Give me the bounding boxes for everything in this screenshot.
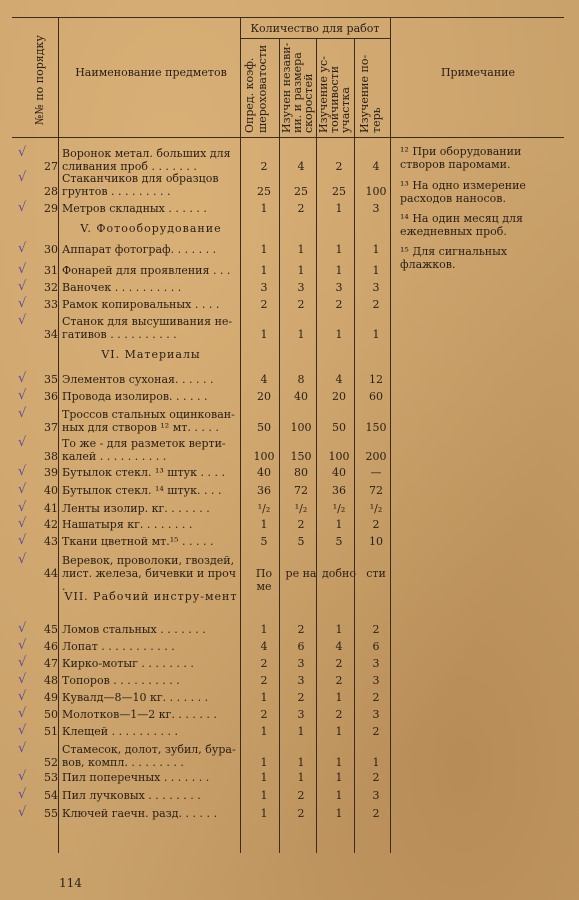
quantity-cell: 50 <box>257 421 271 434</box>
row-number: 41 <box>44 502 58 515</box>
item-name: Ключей гаечн. разд. . . . . . <box>62 807 217 820</box>
quantity-cell: 3 <box>297 281 305 294</box>
quantity-cell: 3 <box>372 789 380 802</box>
row-number: 55 <box>44 807 58 820</box>
quantity-cell: 2 <box>297 518 305 531</box>
item-name: Ваночек . . . . . . . . . . <box>62 281 182 294</box>
quantity-cell: 2 <box>372 623 380 636</box>
quantity-cell: 6 <box>297 640 305 653</box>
quantity-cell: 20 <box>257 390 271 403</box>
quantity-cell: 3 <box>372 202 380 215</box>
row-number: 50 <box>44 708 58 721</box>
quantity-cell: 1 <box>297 725 305 738</box>
quantity-cell: 1 <box>335 691 343 704</box>
quantity-cell: 1 <box>335 807 343 820</box>
item-name: Лопат . . . . . . . . . . . <box>62 640 175 653</box>
item-name: Нашатыря кг. . . . . . . . <box>62 518 193 531</box>
row-number: 39 <box>44 466 58 479</box>
quantity-cell: 3 <box>297 674 305 687</box>
quantity-cell: 1 <box>335 623 343 636</box>
item-name: Троссов стальных оцинкован- ных для створов ¹² мт. . . . . <box>62 408 235 434</box>
item-name: Рамок копировальных . . . . <box>62 298 220 311</box>
quantity-cell: 1 <box>372 264 380 277</box>
item-name: Кувалд—8—10 кг. . . . . . . <box>62 691 209 704</box>
quantity-cell: 2 <box>260 674 268 687</box>
quantity-cell: 10 <box>369 535 383 548</box>
check-mark-icon: √ <box>18 279 27 294</box>
item-name: Аппарат фотограф. . . . . . . <box>62 243 217 256</box>
quantity-cell: 2 <box>297 202 305 215</box>
item-name: Топоров . . . . . . . . . . <box>62 674 180 687</box>
quantity-cell: 2 <box>335 674 343 687</box>
quantity-cell: 2 <box>372 691 380 704</box>
quantity-cell: 1 <box>260 264 268 277</box>
check-mark-icon: √ <box>18 741 27 756</box>
quantity-cell: 1 <box>335 243 343 256</box>
quantity-cell: 2 <box>372 807 380 820</box>
quantity-cell: 2 <box>297 623 305 636</box>
quantity-cell: 1 <box>335 518 343 531</box>
check-mark-icon: √ <box>18 533 27 548</box>
check-mark-icon: √ <box>18 787 27 802</box>
check-mark-icon: √ <box>18 769 27 784</box>
quantity-cell: 2 <box>372 518 380 531</box>
row-number: 33 <box>44 298 58 311</box>
table-top-border <box>12 17 564 18</box>
header-col-name: Наименование предметов <box>75 66 227 79</box>
item-name: Молотков—1—2 кг. . . . . . . <box>62 708 217 721</box>
row-number: 30 <box>44 243 58 256</box>
row-number: 28 <box>44 185 58 198</box>
quantity-cell: 40 <box>257 466 271 479</box>
quantity-cell: 1 <box>335 202 343 215</box>
quantity-cell: 36 <box>332 484 346 497</box>
section-heading: VI. Материалы <box>101 348 201 361</box>
quantity-cell: 4 <box>260 373 268 386</box>
quantity-cell: 2 <box>335 657 343 670</box>
quantity-cell: 1 <box>335 725 343 738</box>
quantity-cell: 3 <box>335 281 343 294</box>
header-bottom-border <box>12 137 564 138</box>
row-number: 35 <box>44 373 58 386</box>
header-col-no: №№ по порядку <box>33 35 46 125</box>
row-number: 54 <box>44 789 58 802</box>
check-mark-icon: √ <box>18 313 27 328</box>
section-heading: V. Фотооборудование <box>80 222 222 235</box>
row-number: 43 <box>44 535 58 548</box>
quantity-cell: 1 <box>335 756 343 769</box>
check-mark-icon: √ <box>18 500 27 515</box>
quantity-cell: 3 <box>372 708 380 721</box>
quantity-cell: 3 <box>372 657 380 670</box>
quantity-cell: 100 <box>290 421 312 434</box>
quantity-cell: 6 <box>372 640 380 653</box>
quantity-cell: 3 <box>297 708 305 721</box>
quantity-cell: 50 <box>332 421 346 434</box>
quantity-cell: 1 <box>297 243 305 256</box>
item-name: Бутылок стекл. ¹³ штук . . . . <box>62 466 225 479</box>
quantity-cell: 3 <box>297 657 305 670</box>
header-col-note: Примечание <box>440 66 516 79</box>
quantity-cell: 1 <box>297 264 305 277</box>
quantity-cell: 1 <box>260 518 268 531</box>
quantity-cell: 72 <box>369 484 383 497</box>
quantity-cell: 5 <box>297 535 305 548</box>
quantity-cell: 1 <box>372 243 380 256</box>
check-mark-icon: √ <box>18 689 27 704</box>
quantity-cell: — <box>370 466 382 479</box>
quantity-cell: 1 <box>260 623 268 636</box>
item-name: Ленты изолир. кг. . . . . . . <box>62 502 210 515</box>
quantity-cell: 1 <box>335 771 343 784</box>
note-13: ¹³ На одно измерение расходов наносов. <box>400 179 526 205</box>
quantity-cell: 2 <box>297 807 305 820</box>
quantity-cell: 150 <box>290 450 312 463</box>
quantity-cell: 1 <box>372 756 380 769</box>
quantity-cell: 25 <box>332 185 346 198</box>
row-number: 53 <box>44 771 58 784</box>
quantity-cell: 2 <box>260 298 268 311</box>
row-number: 36 <box>44 390 58 403</box>
check-mark-icon: √ <box>18 516 27 531</box>
col-line-1 <box>58 17 59 853</box>
quantity-cell: 2 <box>297 691 305 704</box>
item-name: Воронок метал. больших для сливания проб . . . . . . . <box>62 147 231 173</box>
item-name: Фонарей для проявления . . . <box>62 264 231 277</box>
quantity-cell: 60 <box>369 390 383 403</box>
quantity-cell: 3 <box>372 281 380 294</box>
check-mark-icon: √ <box>18 435 27 450</box>
row-number: 47 <box>44 657 58 670</box>
quantity-cell: 4 <box>372 160 380 173</box>
item-name: Пил поперечных . . . . . . . <box>62 771 210 784</box>
check-mark-icon: √ <box>18 464 27 479</box>
quantity-cell: 2 <box>372 298 380 311</box>
quantity-cell: сти <box>366 567 386 580</box>
item-name: Ткани цветной мт.¹⁵ . . . . . <box>62 535 214 548</box>
check-mark-icon: √ <box>18 672 27 687</box>
quantity-cell: 80 <box>294 466 308 479</box>
quantity-cell: 8 <box>297 373 305 386</box>
row-number: 37 <box>44 421 58 434</box>
item-name: Метров складных . . . . . . <box>62 202 207 215</box>
col-line-2 <box>240 17 241 853</box>
quantity-cell: 25 <box>294 185 308 198</box>
row-number: 44 <box>44 567 58 580</box>
check-mark-icon: √ <box>18 805 27 820</box>
row-number: 46 <box>44 640 58 653</box>
item-name: Клещей . . . . . . . . . . <box>62 725 179 738</box>
row-number: 45 <box>44 623 58 636</box>
quantity-cell: 1 <box>335 264 343 277</box>
check-mark-icon: √ <box>18 655 27 670</box>
quantity-cell: 1 <box>260 243 268 256</box>
quantity-cell: 2 <box>335 160 343 173</box>
quantity-cell: ¹/₂ <box>369 502 383 515</box>
row-number: 38 <box>44 450 58 463</box>
quantity-cell: 5 <box>260 535 268 548</box>
quantity-cell: 1 <box>260 202 268 215</box>
note-15: ¹⁵ Для сигнальных флажков. <box>400 245 508 271</box>
item-name: Веревок, проволоки, гвоздей, лист. железа, бичевки и проч . <box>62 554 236 593</box>
item-name: Стаканчиков для образцов грунтов . . . . . . . . . <box>62 172 219 198</box>
check-mark-icon: √ <box>18 621 27 636</box>
quantity-cell: 1 <box>297 756 305 769</box>
check-mark-icon: √ <box>18 638 27 653</box>
quantity-cell: 20 <box>332 390 346 403</box>
quantity-cell: 1 <box>335 328 343 341</box>
quantity-cell: ре на <box>285 567 317 580</box>
quantity-cell: 4 <box>335 640 343 653</box>
quantity-cell: По ме <box>255 567 273 593</box>
check-mark-icon: √ <box>18 170 27 185</box>
quantity-cell: 2 <box>260 657 268 670</box>
check-mark-icon: √ <box>18 723 27 738</box>
check-mark-icon: √ <box>18 388 27 403</box>
row-number: 32 <box>44 281 58 294</box>
quantity-cell: 25 <box>257 185 271 198</box>
quantity-cell: 2 <box>335 708 343 721</box>
check-mark-icon: √ <box>18 552 27 567</box>
row-number: 52 <box>44 756 58 769</box>
check-mark-icon: √ <box>18 482 27 497</box>
row-number: 51 <box>44 725 58 738</box>
row-number: 29 <box>44 202 58 215</box>
quantity-cell: 1 <box>260 756 268 769</box>
page-number: 114 <box>59 876 82 890</box>
item-name: Кирко-мотыг . . . . . . . . <box>62 657 194 670</box>
check-mark-icon: √ <box>18 406 27 421</box>
section-heading: VII. Рабочий инстру-мент <box>64 590 238 603</box>
quantity-cell: 36 <box>257 484 271 497</box>
quantity-cell: ¹/₂ <box>332 502 346 515</box>
check-mark-icon: √ <box>18 371 27 386</box>
check-mark-icon: √ <box>18 706 27 721</box>
quantity-cell: 2 <box>372 725 380 738</box>
quantity-cell: 1 <box>260 328 268 341</box>
check-mark-icon: √ <box>18 200 27 215</box>
quantity-cell: 150 <box>365 421 387 434</box>
quantity-cell: 5 <box>335 535 343 548</box>
check-mark-icon: √ <box>18 241 27 256</box>
item-name: Станок для высушивания не- гативов . . . . . . . . . . <box>62 315 233 341</box>
quantity-cell: 72 <box>294 484 308 497</box>
quantity-cell: 2 <box>260 708 268 721</box>
quantity-cell: 1 <box>260 725 268 738</box>
check-mark-icon: √ <box>18 296 27 311</box>
quantity-cell: 1 <box>260 691 268 704</box>
check-mark-icon: √ <box>18 145 27 160</box>
item-name: То же - для разметок верти- калей . . . . . . . . . . <box>62 437 226 463</box>
quantity-cell: добно <box>322 567 356 580</box>
quantity-cell: 100 <box>328 450 350 463</box>
quantity-cell: 3 <box>372 674 380 687</box>
quantity-cell: 4 <box>335 373 343 386</box>
quantity-cell: ¹/₂ <box>257 502 271 515</box>
row-number: 42 <box>44 518 58 531</box>
quantity-cell: 12 <box>369 373 383 386</box>
quantity-cell: 3 <box>260 281 268 294</box>
quantity-cell: 1 <box>372 328 380 341</box>
quantity-cell: 40 <box>332 466 346 479</box>
quantity-cell: 2 <box>297 298 305 311</box>
item-name: Стамесок, долот, зубил, бура- вов, компл. . . . . . . . . <box>62 743 236 769</box>
quantity-cell: 2 <box>335 298 343 311</box>
row-number: 31 <box>44 264 58 277</box>
quantity-cell: 2 <box>372 771 380 784</box>
item-name: Элементов сухоная. . . . . . <box>62 373 214 386</box>
quantity-cell: 1 <box>297 771 305 784</box>
quantity-cell: 40 <box>294 390 308 403</box>
item-name: Ломов стальных . . . . . . . <box>62 623 206 636</box>
note-12: ¹² При оборудовании створов паромами. <box>400 145 522 171</box>
item-name: Бутылок стекл. ¹⁴ штук. . . . <box>62 484 222 497</box>
quantity-cell: 100 <box>365 185 387 198</box>
row-number: 49 <box>44 691 58 704</box>
quantity-cell: ¹/₂ <box>294 502 308 515</box>
quantity-cell: 2 <box>297 789 305 802</box>
quantity-cell: 200 <box>365 450 387 463</box>
note-14: ¹⁴ На один месяц для ежедневных проб. <box>400 212 523 238</box>
quantity-cell: 1 <box>260 807 268 820</box>
row-number: 27 <box>44 160 58 173</box>
quantity-cell: 4 <box>260 640 268 653</box>
quantity-cell: 2 <box>260 160 268 173</box>
group-header-underline <box>240 38 390 39</box>
item-name: Пил лучковых . . . . . . . . <box>62 789 201 802</box>
quantity-cell: 1 <box>335 789 343 802</box>
quantity-cell: 4 <box>297 160 305 173</box>
check-mark-icon: √ <box>18 262 27 277</box>
row-number: 40 <box>44 484 58 497</box>
quantity-cell: 1 <box>260 789 268 802</box>
quantity-cell: 1 <box>297 328 305 341</box>
quantity-cell: 100 <box>253 450 275 463</box>
quantity-cell: 1 <box>260 771 268 784</box>
item-name: Провода изолиров. . . . . . <box>62 390 208 403</box>
row-number: 48 <box>44 674 58 687</box>
row-number: 34 <box>44 328 58 341</box>
header-group: Количество для работ <box>250 22 380 35</box>
